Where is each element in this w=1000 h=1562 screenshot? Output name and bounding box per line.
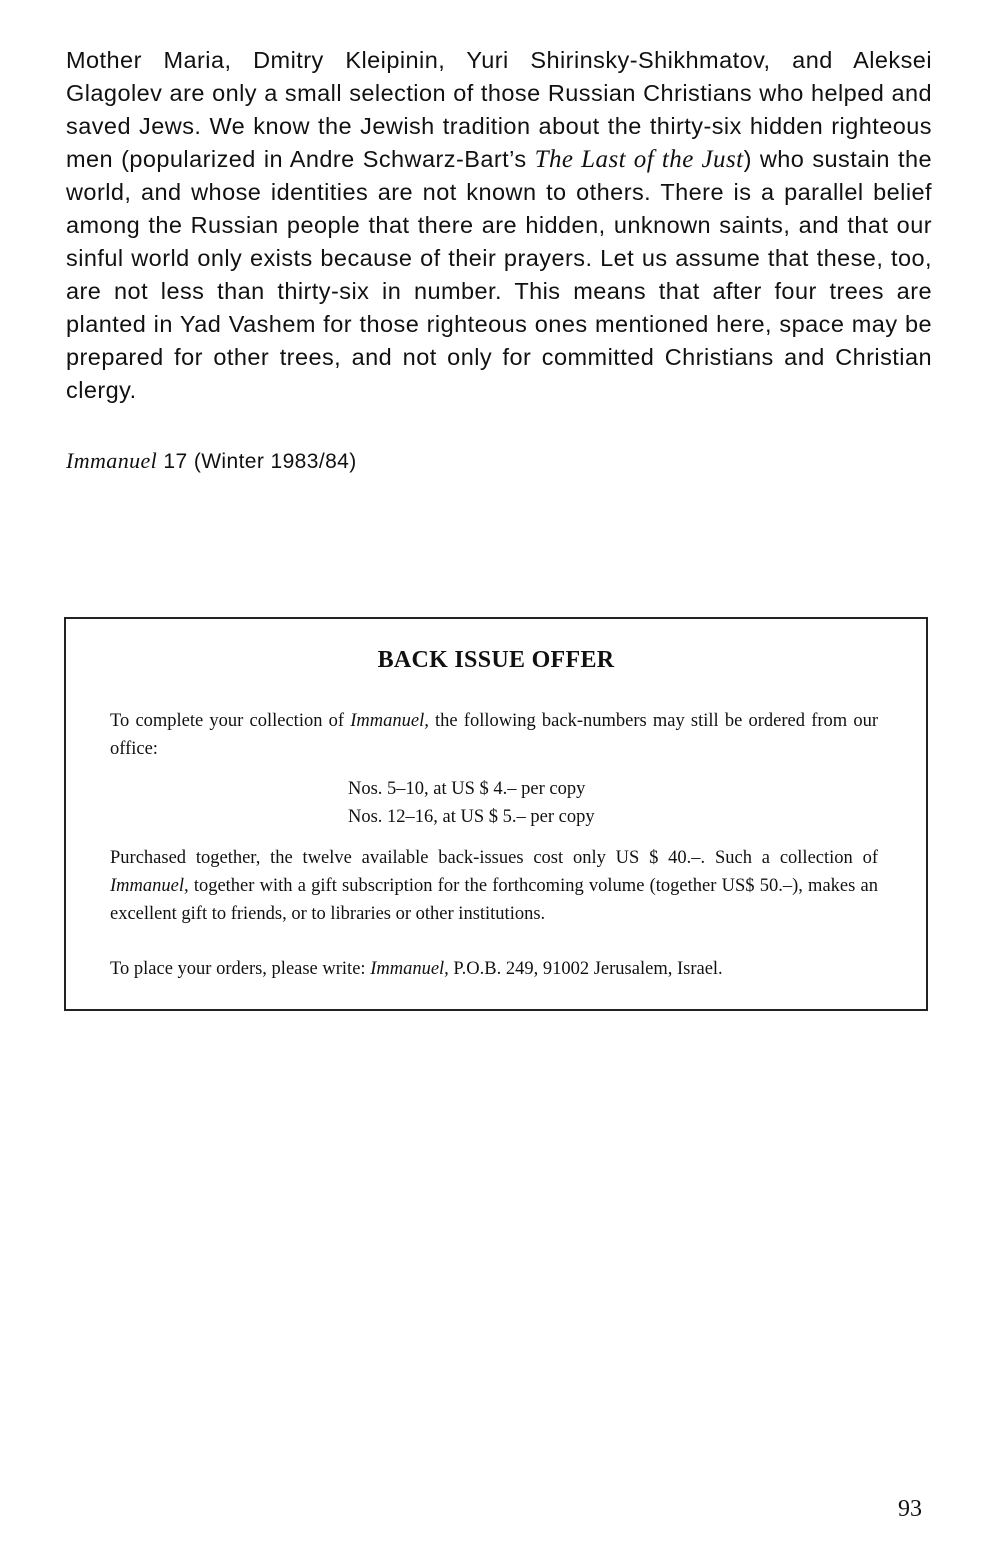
offer-summary-text-1: Purchased together, the twelve available back-issues cost only US $ 40.–. Such a collection of: [110, 848, 878, 868]
offer-intro-text-2: the following back-numbers may still be ordered from our office:: [110, 711, 878, 759]
article-paragraph: [66, 44, 932, 407]
offer-intro: [110, 707, 878, 763]
offer-summary: [110, 844, 878, 928]
offer-title: BACK ISSUE OFFER: [377, 647, 615, 673]
citation-details: 17 (Winter 1983/84): [157, 450, 357, 473]
price-list: [348, 775, 595, 831]
offer-summary-text-2: together with a gift subscription for the forthcoming volume (together US$ 50.–), makes an excellent gift to friends, or to libraries or other institutions.: [110, 876, 878, 924]
offer-address-text-1: To place your orders, please write:: [110, 959, 371, 979]
offer-address: [110, 955, 723, 983]
back-issue-offer-box: [64, 617, 928, 1011]
offer-address-text-2: P.O.B. 249, 91002 Jerusalem, Israel.: [448, 959, 723, 979]
citation: [66, 448, 357, 474]
page-number: 93: [898, 1496, 922, 1522]
offer-summary-journal: Immanuel,: [110, 876, 189, 896]
paragraph-text-part-2: ) who sustain the world, and whose identities are not known to others. There is a parallel belief among the Russian people that there are hidden, unknown saints, and that our sinful world only exists because of their prayers. Let us assume that these, too, are not less than thirty-six in number. This means that after four trees are planted in Yad Vashem for those righteous ones mentioned here, space may be prepared for other trees, and not only for committed Christians and Christian clergy.: [66, 146, 932, 403]
offer-intro-text-1: To complete your collection of: [110, 711, 351, 731]
offer-intro-journal: Immanuel,: [350, 711, 429, 731]
price-item: Nos. 5–10, at US $ 4.– per copy: [348, 779, 586, 799]
offer-address-journal: Immanuel,: [370, 959, 449, 979]
book-title: The Last of the Just: [534, 146, 744, 173]
price-item: Nos. 12–16, at US $ 5.– per copy: [348, 807, 595, 827]
paragraph-text-part-1: Mother Maria, Dmitry Kleipinin, Yuri Shirinsky-Shikhmatov, and Aleksei Glagolev are only a small selection of those Russian Christians who helped and saved Jews. We know the Jewish tradition about the thirty-six hidden righteous men (popularized in Andre Schwarz-Bart’s: [66, 47, 932, 172]
citation-journal: Immanuel: [66, 448, 158, 473]
